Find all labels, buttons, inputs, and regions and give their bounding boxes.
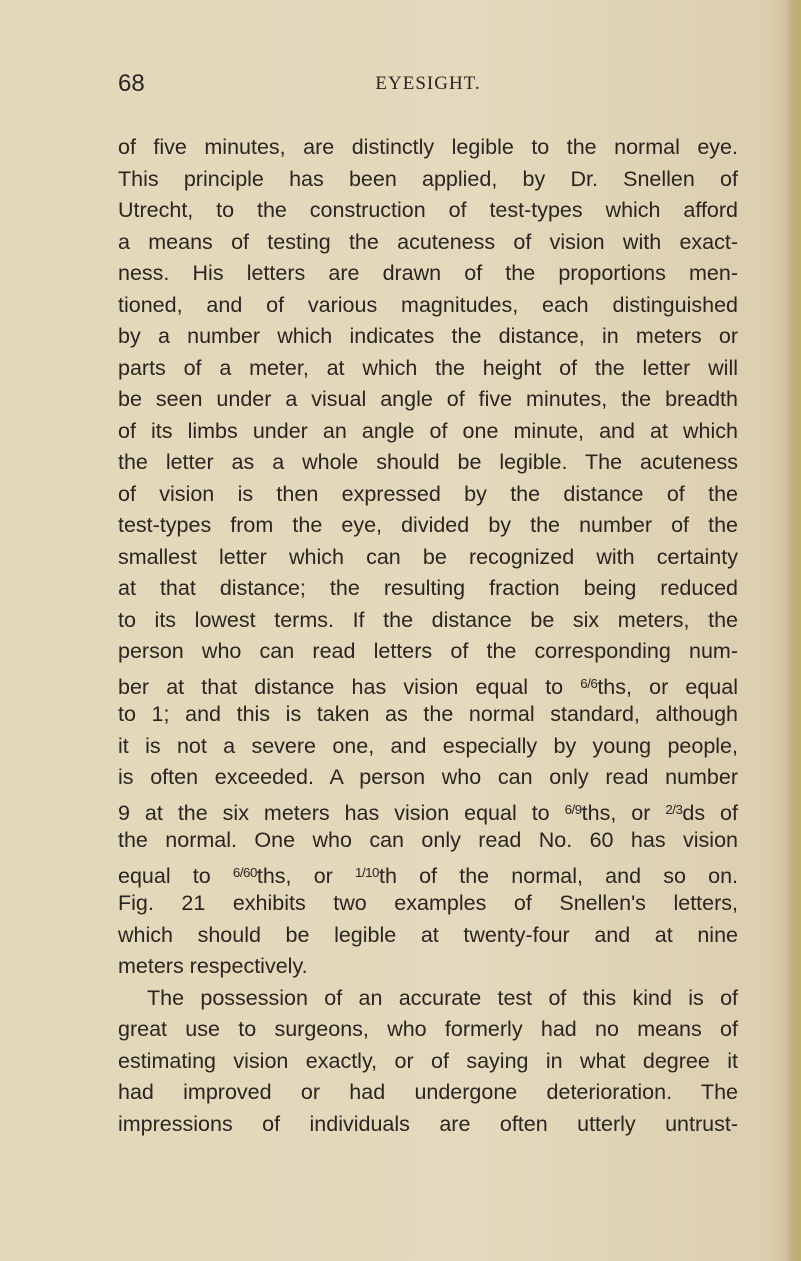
body-text <box>118 132 738 1140</box>
text-line: 9 at the six meters has vision equal to $^{6/9}$ths, or $^{2/3}$ds of <box>118 800 738 825</box>
text-line: be seen under a visual angle of five minutes, the breadth <box>118 387 738 411</box>
text-line: a means of testing the acuteness of vision with exact- <box>118 229 738 254</box>
text-line: of five minutes, are distinctly legible to the normal eye. <box>118 135 738 159</box>
fraction: 6/9 <box>564 801 582 817</box>
page-edge <box>785 0 801 1261</box>
fraction: 6/60 <box>232 864 257 880</box>
text-line: the normal. One who can only read No. 60 has vision <box>118 828 738 852</box>
text-line: of its limbs under an angle of one minute, and at which <box>118 418 738 443</box>
text-line: ness. His letters are drawn of the proportions men- <box>118 261 738 285</box>
text-line: ber at that distance has vision equal to $^{6/6}$ths, or equal <box>118 674 738 699</box>
text-line: to 1; and this is taken as the normal standard, although <box>118 702 738 726</box>
text-line: by a number which indicates the distance, in meters or <box>118 324 738 348</box>
text-line: estimating vision exactly, or of saying in what degree it <box>118 1048 738 1073</box>
text-line: Utrecht, to the construction of test-types which afford <box>118 198 738 222</box>
text-line: to its lowest terms. If the distance be six meters, the <box>118 607 738 632</box>
text-line: it is not a severe one, and especially by young people, <box>118 733 738 758</box>
page-number: 68 <box>118 70 145 97</box>
text-line: equal to $^{6/60}$ths, or $^{1/10}$th of the normal, and so on. <box>118 863 739 888</box>
text-line: which should be legible at twenty-four and at nine <box>118 922 738 947</box>
fraction: 1/10 <box>355 864 379 880</box>
text-line: the letter as a whole should be legible. The acuteness <box>118 450 738 474</box>
fraction: 6/6 <box>580 675 598 691</box>
text-line: impressions of individuals are often utterly untrust- <box>118 1111 738 1136</box>
text-line: at that distance; the resulting fraction being reduced <box>118 576 738 600</box>
text-line: parts of a meter, at which the height of the letter will <box>118 355 738 380</box>
text-line: Fig. 21 exhibits two examples of Snellen's letters, <box>118 891 738 915</box>
fraction: 2/3 <box>665 801 683 817</box>
text-line: The possession of an accurate test of this kind is of <box>147 985 738 1010</box>
text-line: is often exceeded. A person who can only read number <box>118 765 738 789</box>
text-line: This principle has been applied, by Dr. Snellen of <box>118 166 738 191</box>
text-line: had improved or had undergone deterioration. The <box>118 1080 738 1104</box>
text-line: great use to surgeons, who formerly had no means of <box>118 1017 738 1041</box>
text-line: smallest letter which can be recognized with certainty <box>118 544 738 569</box>
page-header <box>118 70 738 104</box>
text-line: meters respectively. <box>118 954 308 978</box>
text-line: person who can read letters of the corresponding num- <box>118 639 738 663</box>
text-line: tioned, and of various magnitudes, each distinguished <box>118 292 738 317</box>
text-line: test-types from the eye, divided by the number of the <box>118 513 738 537</box>
text-line: of vision is then expressed by the distance of the <box>118 481 738 506</box>
running-head: EYESIGHT. <box>375 73 481 94</box>
